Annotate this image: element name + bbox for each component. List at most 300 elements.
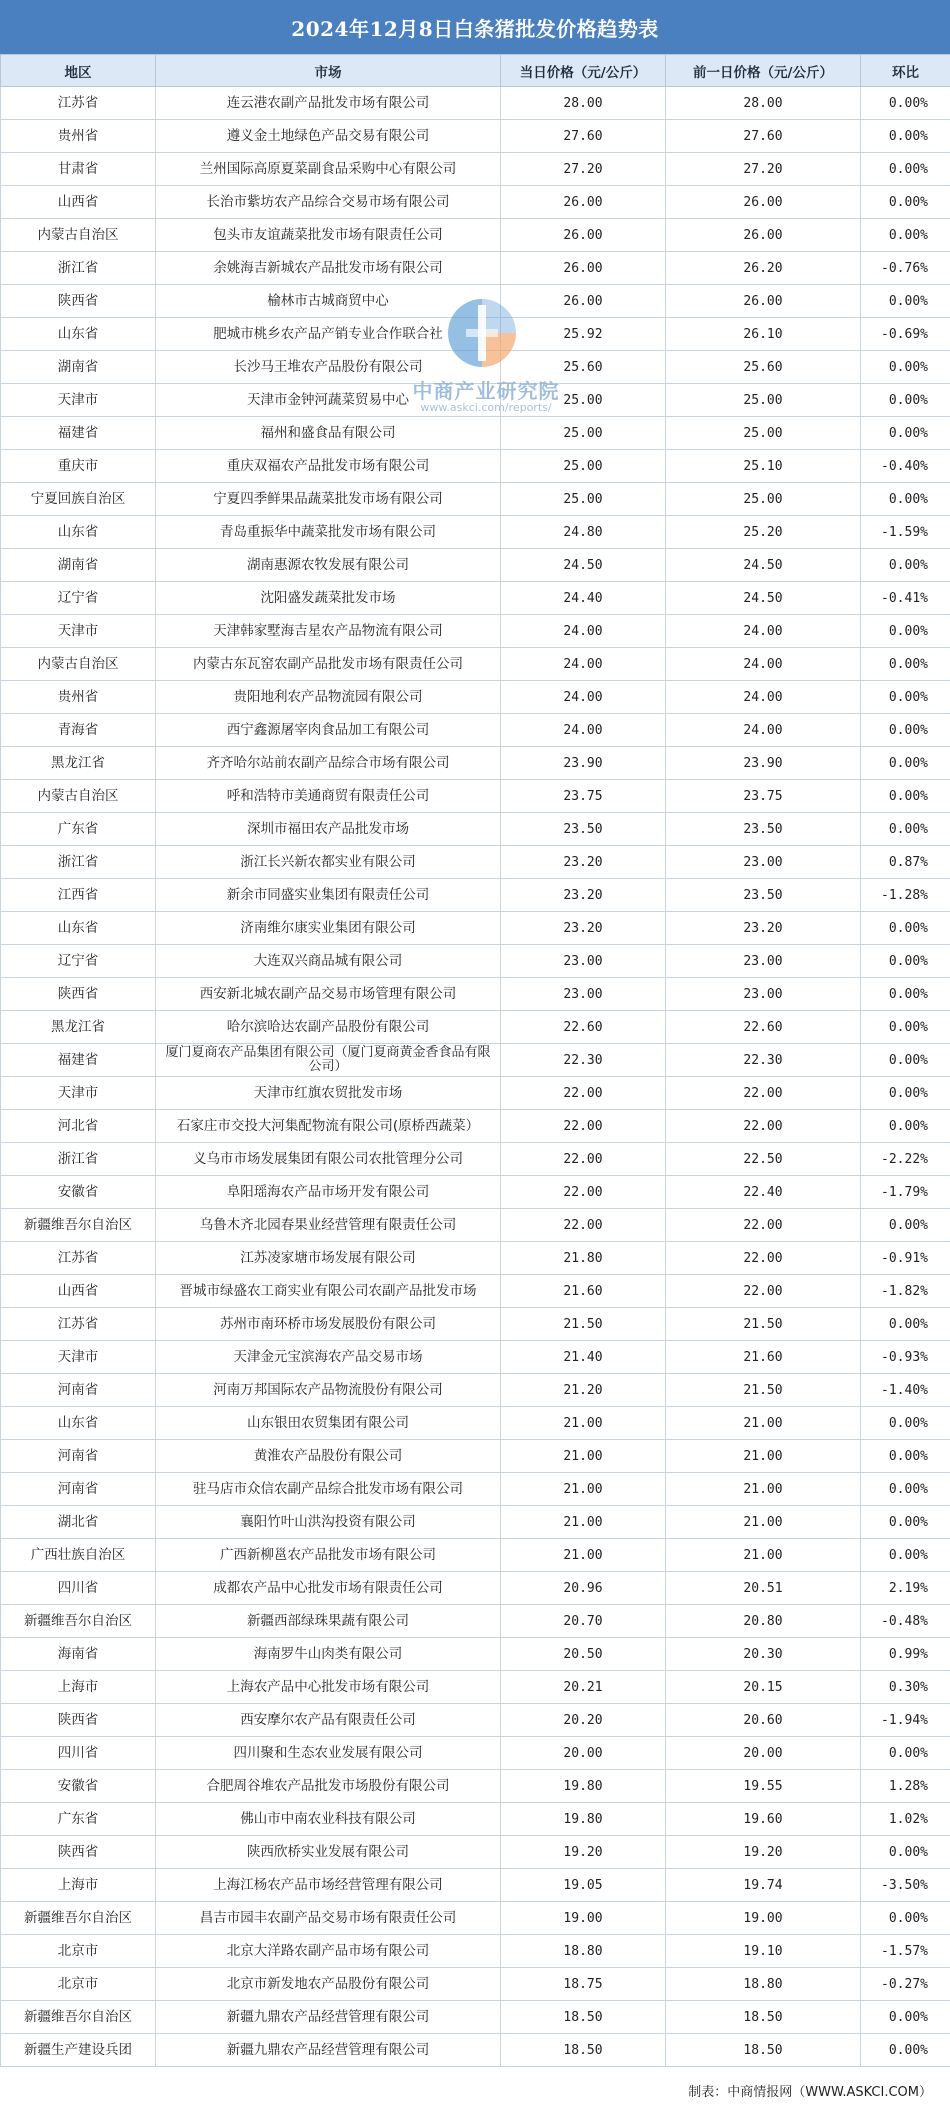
today-price-cell: 26.00 <box>501 219 666 252</box>
change-cell: 0.00% <box>861 1539 950 1572</box>
market-cell: 驻马店市众信农副产品综合批发市场有限公司 <box>156 1473 501 1506</box>
change-cell: -0.69% <box>861 318 950 351</box>
previous-price-cell: 20.30 <box>666 1638 861 1671</box>
region-cell: 上海市 <box>1 1869 156 1902</box>
market-cell: 大连双兴商品城有限公司 <box>156 945 501 978</box>
region-cell: 黑龙江省 <box>1 1011 156 1044</box>
previous-price-cell: 22.00 <box>666 1077 861 1110</box>
previous-price-cell: 24.00 <box>666 615 861 648</box>
previous-price-cell: 20.00 <box>666 1737 861 1770</box>
change-cell: -1.40% <box>861 1374 950 1407</box>
market-cell: 新余市同盛实业集团有限责任公司 <box>156 879 501 912</box>
today-price-cell: 21.50 <box>501 1308 666 1341</box>
today-price-cell: 23.90 <box>501 747 666 780</box>
region-cell: 新疆维吾尔自治区 <box>1 1605 156 1638</box>
today-price-cell: 24.00 <box>501 714 666 747</box>
today-price-cell: 21.00 <box>501 1440 666 1473</box>
market-cell: 青岛重振华中蔬菜批发市场有限公司 <box>156 516 501 549</box>
region-cell: 山西省 <box>1 186 156 219</box>
region-cell: 新疆维吾尔自治区 <box>1 2001 156 2034</box>
change-cell: 0.00% <box>861 285 950 318</box>
previous-price-cell: 25.00 <box>666 483 861 516</box>
region-cell: 宁夏回族自治区 <box>1 483 156 516</box>
previous-price-cell: 27.60 <box>666 120 861 153</box>
previous-price-cell: 21.00 <box>666 1473 861 1506</box>
table-row <box>1 813 950 846</box>
region-cell: 广西壮族自治区 <box>1 1539 156 1572</box>
table-row <box>1 1143 950 1176</box>
previous-price-cell: 25.00 <box>666 417 861 450</box>
region-cell: 贵州省 <box>1 681 156 714</box>
table-row <box>1 1011 950 1044</box>
table-header-row <box>1 55 950 87</box>
change-cell: 0.00% <box>861 813 950 846</box>
today-price-cell: 23.00 <box>501 978 666 1011</box>
today-price-cell: 20.21 <box>501 1671 666 1704</box>
market-cell: 佛山市中南农业科技有限公司 <box>156 1803 501 1836</box>
table-row <box>1 648 950 681</box>
change-cell: 0.00% <box>861 351 950 384</box>
previous-price-cell: 18.50 <box>666 2001 861 2034</box>
change-cell: 0.00% <box>861 219 950 252</box>
region-cell: 青海省 <box>1 714 156 747</box>
market-cell: 内蒙古东瓦窑农副产品批发市场有限责任公司 <box>156 648 501 681</box>
table-row <box>1 549 950 582</box>
change-cell: 1.28% <box>861 1770 950 1803</box>
today-price-cell: 20.70 <box>501 1605 666 1638</box>
region-cell: 上海市 <box>1 1671 156 1704</box>
previous-price-cell: 20.60 <box>666 1704 861 1737</box>
table-row <box>1 483 950 516</box>
region-cell: 新疆维吾尔自治区 <box>1 1209 156 1242</box>
change-cell: 0.00% <box>861 120 950 153</box>
today-price-cell: 25.00 <box>501 417 666 450</box>
region-cell: 浙江省 <box>1 252 156 285</box>
change-cell: -0.27% <box>861 1968 950 2001</box>
change-cell: -0.76% <box>861 252 950 285</box>
table-row <box>1 1671 950 1704</box>
today-price-cell: 19.05 <box>501 1869 666 1902</box>
today-price-cell: 26.00 <box>501 252 666 285</box>
region-cell: 贵州省 <box>1 120 156 153</box>
market-cell: 石家庄市交投大河集配物流有限公司(原桥西蔬菜） <box>156 1110 501 1143</box>
today-price-cell: 23.20 <box>501 846 666 879</box>
region-cell: 江苏省 <box>1 1242 156 1275</box>
change-cell: 0.00% <box>861 1044 950 1077</box>
previous-price-cell: 19.10 <box>666 1935 861 1968</box>
market-cell: 新疆西部绿珠果蔬有限公司 <box>156 1605 501 1638</box>
table-row <box>1 1638 950 1671</box>
region-cell: 山西省 <box>1 1275 156 1308</box>
today-price-cell: 21.00 <box>501 1407 666 1440</box>
region-cell: 湖南省 <box>1 351 156 384</box>
region-cell: 陕西省 <box>1 285 156 318</box>
previous-price-cell: 24.00 <box>666 681 861 714</box>
previous-price-cell: 23.00 <box>666 978 861 1011</box>
change-cell: 0.00% <box>861 681 950 714</box>
region-cell: 河南省 <box>1 1374 156 1407</box>
change-cell: -0.41% <box>861 582 950 615</box>
change-cell: -1.59% <box>861 516 950 549</box>
previous-price-cell: 22.00 <box>666 1242 861 1275</box>
today-price-cell: 24.00 <box>501 681 666 714</box>
change-cell: 0.00% <box>861 747 950 780</box>
previous-price-cell: 21.00 <box>666 1407 861 1440</box>
table-row <box>1 1770 950 1803</box>
region-cell: 新疆生产建设兵团 <box>1 2034 156 2067</box>
today-price-cell: 25.92 <box>501 318 666 351</box>
previous-price-cell: 26.00 <box>666 285 861 318</box>
today-price-cell: 18.50 <box>501 2034 666 2067</box>
change-cell: 2.19% <box>861 1572 950 1605</box>
change-cell: 0.00% <box>861 978 950 1011</box>
today-price-cell: 19.20 <box>501 1836 666 1869</box>
previous-price-cell: 21.00 <box>666 1506 861 1539</box>
market-cell: 湖南惠源农牧发展有限公司 <box>156 549 501 582</box>
table-row <box>1 417 950 450</box>
previous-price-cell: 24.00 <box>666 714 861 747</box>
market-cell: 肥城市桃乡农产品产销专业合作联合社 <box>156 318 501 351</box>
source-footer: 制表：中商情报网（WWW.ASKCI.COM） <box>688 2085 932 2100</box>
region-cell: 福建省 <box>1 1044 156 1077</box>
change-cell: 0.00% <box>861 1011 950 1044</box>
previous-price-cell: 21.60 <box>666 1341 861 1374</box>
table-row <box>1 384 950 417</box>
change-cell: 0.87% <box>861 846 950 879</box>
region-cell: 四川省 <box>1 1737 156 1770</box>
region-cell: 黑龙江省 <box>1 747 156 780</box>
change-cell: 0.00% <box>861 1836 950 1869</box>
market-cell: 乌鲁木齐北园春果业经营管理有限责任公司 <box>156 1209 501 1242</box>
table-row <box>1 1803 950 1836</box>
previous-price-cell: 23.00 <box>666 945 861 978</box>
market-cell: 河南万邦国际农产品物流股份有限公司 <box>156 1374 501 1407</box>
market-cell: 四川聚和生态农业发展有限公司 <box>156 1737 501 1770</box>
change-cell: 0.00% <box>861 1308 950 1341</box>
change-cell: 0.00% <box>861 483 950 516</box>
previous-price-cell: 23.75 <box>666 780 861 813</box>
market-cell: 新疆九鼎农产品经营管理有限公司 <box>156 2001 501 2034</box>
change-cell: 0.00% <box>861 912 950 945</box>
change-cell: 1.02% <box>861 1803 950 1836</box>
market-cell: 天津韩家墅海吉星农产品物流有限公司 <box>156 615 501 648</box>
table-row <box>1 978 950 1011</box>
market-cell: 贵阳地利农产品物流园有限公司 <box>156 681 501 714</box>
change-cell: 0.00% <box>861 2034 950 2067</box>
region-cell: 北京市 <box>1 1968 156 2001</box>
change-cell: 0.00% <box>861 648 950 681</box>
change-cell: -1.82% <box>861 1275 950 1308</box>
region-cell: 山东省 <box>1 1407 156 1440</box>
region-cell: 江苏省 <box>1 87 156 120</box>
price-table <box>0 54 950 2067</box>
table-row <box>1 747 950 780</box>
region-cell: 湖北省 <box>1 1506 156 1539</box>
table-row <box>1 186 950 219</box>
today-price-cell: 20.50 <box>501 1638 666 1671</box>
market-cell: 合肥周谷堆农产品批发市场股份有限公司 <box>156 1770 501 1803</box>
change-cell: 0.99% <box>861 1638 950 1671</box>
column-header-change: 环比 <box>861 55 950 87</box>
market-cell: 济南维尔康实业集团有限公司 <box>156 912 501 945</box>
region-cell: 福建省 <box>1 417 156 450</box>
today-price-cell: 27.20 <box>501 153 666 186</box>
table-row <box>1 714 950 747</box>
today-price-cell: 23.75 <box>501 780 666 813</box>
region-cell: 重庆市 <box>1 450 156 483</box>
today-price-cell: 20.20 <box>501 1704 666 1737</box>
region-cell: 江苏省 <box>1 1308 156 1341</box>
change-cell: 0.00% <box>861 2001 950 2034</box>
table-row <box>1 120 950 153</box>
today-price-cell: 22.30 <box>501 1044 666 1077</box>
today-price-cell: 22.00 <box>501 1209 666 1242</box>
previous-price-cell: 26.20 <box>666 252 861 285</box>
market-cell: 海南罗牛山肉类有限公司 <box>156 1638 501 1671</box>
previous-price-cell: 19.55 <box>666 1770 861 1803</box>
table-row <box>1 153 950 186</box>
today-price-cell: 19.80 <box>501 1770 666 1803</box>
region-cell: 安徽省 <box>1 1770 156 1803</box>
table-row <box>1 1968 950 2001</box>
column-header-previous-price: 前一日价格（元/公斤） <box>666 55 861 87</box>
market-cell: 天津市金钟河蔬菜贸易中心 <box>156 384 501 417</box>
market-cell: 北京大洋路农副产品市场有限公司 <box>156 1935 501 1968</box>
table-row <box>1 1242 950 1275</box>
table-row <box>1 1935 950 1968</box>
change-cell: 0.00% <box>861 1737 950 1770</box>
previous-price-cell: 23.50 <box>666 813 861 846</box>
region-cell: 湖南省 <box>1 549 156 582</box>
today-price-cell: 21.40 <box>501 1341 666 1374</box>
region-cell: 广东省 <box>1 1803 156 1836</box>
region-cell: 北京市 <box>1 1935 156 1968</box>
table-row <box>1 1605 950 1638</box>
change-cell: -0.40% <box>861 450 950 483</box>
table-row <box>1 1209 950 1242</box>
today-price-cell: 26.00 <box>501 186 666 219</box>
table-row <box>1 1539 950 1572</box>
table-row <box>1 318 950 351</box>
previous-price-cell: 25.20 <box>666 516 861 549</box>
today-price-cell: 20.00 <box>501 1737 666 1770</box>
previous-price-cell: 21.00 <box>666 1440 861 1473</box>
market-cell: 重庆双福农产品批发市场有限公司 <box>156 450 501 483</box>
table-row <box>1 1704 950 1737</box>
table-row <box>1 2001 950 2034</box>
market-cell: 晋城市绿盛农工商实业有限公司农副产品批发市场 <box>156 1275 501 1308</box>
region-cell: 陕西省 <box>1 1836 156 1869</box>
region-cell: 陕西省 <box>1 978 156 1011</box>
previous-price-cell: 26.00 <box>666 219 861 252</box>
market-cell: 苏州市南环桥市场发展股份有限公司 <box>156 1308 501 1341</box>
market-cell: 连云港农副产品批发市场有限公司 <box>156 87 501 120</box>
today-price-cell: 25.60 <box>501 351 666 384</box>
table-row <box>1 615 950 648</box>
change-cell: 0.00% <box>861 87 950 120</box>
previous-price-cell: 23.00 <box>666 846 861 879</box>
table-row <box>1 780 950 813</box>
region-cell: 山东省 <box>1 516 156 549</box>
market-cell: 齐齐哈尔站前农副产品综合市场有限公司 <box>156 747 501 780</box>
previous-price-cell: 28.00 <box>666 87 861 120</box>
region-cell: 天津市 <box>1 1077 156 1110</box>
table-row <box>1 1572 950 1605</box>
previous-price-cell: 24.50 <box>666 549 861 582</box>
table-row <box>1 1506 950 1539</box>
table-row <box>1 1902 950 1935</box>
today-price-cell: 22.00 <box>501 1176 666 1209</box>
today-price-cell: 21.00 <box>501 1506 666 1539</box>
region-cell: 天津市 <box>1 615 156 648</box>
market-cell: 兰州国际高原夏菜副食品采购中心有限公司 <box>156 153 501 186</box>
column-header-market: 市场 <box>156 55 501 87</box>
today-price-cell: 20.96 <box>501 1572 666 1605</box>
region-cell: 河南省 <box>1 1440 156 1473</box>
change-cell: -0.48% <box>861 1605 950 1638</box>
market-cell: 长沙马王堆农产品股份有限公司 <box>156 351 501 384</box>
table-row <box>1 1869 950 1902</box>
today-price-cell: 21.60 <box>501 1275 666 1308</box>
region-cell: 河北省 <box>1 1110 156 1143</box>
region-cell: 辽宁省 <box>1 582 156 615</box>
previous-price-cell: 27.20 <box>666 153 861 186</box>
previous-price-cell: 26.10 <box>666 318 861 351</box>
market-cell: 长治市紫坊农产品综合交易市场有限公司 <box>156 186 501 219</box>
today-price-cell: 23.20 <box>501 879 666 912</box>
market-cell: 深圳市福田农产品批发市场 <box>156 813 501 846</box>
market-cell: 福州和盛食品有限公司 <box>156 417 501 450</box>
table-row <box>1 87 950 120</box>
change-cell: 0.00% <box>861 186 950 219</box>
previous-price-cell: 21.50 <box>666 1374 861 1407</box>
market-cell: 上海农产品中心批发市场有限公司 <box>156 1671 501 1704</box>
market-cell: 西安摩尔农产品有限责任公司 <box>156 1704 501 1737</box>
today-price-cell: 18.75 <box>501 1968 666 2001</box>
change-cell: 0.00% <box>861 780 950 813</box>
market-cell: 浙江长兴新农都实业有限公司 <box>156 846 501 879</box>
change-cell: 0.00% <box>861 1110 950 1143</box>
change-cell: -0.93% <box>861 1341 950 1374</box>
table-row <box>1 1374 950 1407</box>
market-cell: 昌吉市园丰农副产品交易市场有限责任公司 <box>156 1902 501 1935</box>
table-row <box>1 252 950 285</box>
table-body <box>1 87 950 2067</box>
previous-price-cell: 23.20 <box>666 912 861 945</box>
previous-price-cell: 22.00 <box>666 1209 861 1242</box>
previous-price-cell: 23.90 <box>666 747 861 780</box>
change-cell: 0.00% <box>861 417 950 450</box>
market-cell: 包头市友谊蔬菜批发市场有限责任公司 <box>156 219 501 252</box>
region-cell: 山东省 <box>1 318 156 351</box>
market-cell: 榆林市古城商贸中心 <box>156 285 501 318</box>
region-cell: 广东省 <box>1 813 156 846</box>
table-row <box>1 450 950 483</box>
previous-price-cell: 22.40 <box>666 1176 861 1209</box>
region-cell: 陕西省 <box>1 1704 156 1737</box>
today-price-cell: 24.50 <box>501 549 666 582</box>
market-cell: 厦门夏商农产品集团有限公司（厦门夏商黄金香食品有限公司） <box>156 1044 501 1077</box>
change-cell: 0.00% <box>861 714 950 747</box>
market-cell: 阜阳瑶海农产品市场开发有限公司 <box>156 1176 501 1209</box>
today-price-cell: 24.40 <box>501 582 666 615</box>
today-price-cell: 22.00 <box>501 1110 666 1143</box>
region-cell: 四川省 <box>1 1572 156 1605</box>
table-row <box>1 1044 950 1077</box>
column-header-region: 地区 <box>1 55 156 87</box>
today-price-cell: 23.50 <box>501 813 666 846</box>
table-row <box>1 945 950 978</box>
change-cell: -1.57% <box>861 1935 950 1968</box>
region-cell: 浙江省 <box>1 846 156 879</box>
change-cell: 0.00% <box>861 1209 950 1242</box>
today-price-cell: 24.00 <box>501 648 666 681</box>
table-row <box>1 1176 950 1209</box>
market-cell: 黄淮农产品股份有限公司 <box>156 1440 501 1473</box>
previous-price-cell: 20.51 <box>666 1572 861 1605</box>
previous-price-cell: 20.15 <box>666 1671 861 1704</box>
region-cell: 江西省 <box>1 879 156 912</box>
change-cell: 0.00% <box>861 1506 950 1539</box>
market-cell: 余姚海吉新城农产品批发市场有限公司 <box>156 252 501 285</box>
table-title: 2024年12月8日白条猪批发价格趋势表 <box>0 0 950 54</box>
region-cell: 安徽省 <box>1 1176 156 1209</box>
change-cell: -3.50% <box>861 1869 950 1902</box>
today-price-cell: 21.00 <box>501 1473 666 1506</box>
market-cell: 义乌市市场发展集团有限公司农批管理分公司 <box>156 1143 501 1176</box>
previous-price-cell: 18.80 <box>666 1968 861 2001</box>
market-cell: 天津市红旗农贸批发市场 <box>156 1077 501 1110</box>
today-price-cell: 23.20 <box>501 912 666 945</box>
change-cell: -1.28% <box>861 879 950 912</box>
change-cell: -2.22% <box>861 1143 950 1176</box>
market-cell: 遵义金土地绿色产品交易有限公司 <box>156 120 501 153</box>
today-price-cell: 19.80 <box>501 1803 666 1836</box>
region-cell: 内蒙古自治区 <box>1 648 156 681</box>
today-price-cell: 24.80 <box>501 516 666 549</box>
table-row <box>1 1077 950 1110</box>
table-row <box>1 351 950 384</box>
region-cell: 内蒙古自治区 <box>1 780 156 813</box>
region-cell: 天津市 <box>1 384 156 417</box>
table-row <box>1 1836 950 1869</box>
market-cell: 成都农产品中心批发市场有限责任公司 <box>156 1572 501 1605</box>
previous-price-cell: 22.60 <box>666 1011 861 1044</box>
previous-price-cell: 19.00 <box>666 1902 861 1935</box>
previous-price-cell: 26.00 <box>666 186 861 219</box>
today-price-cell: 22.00 <box>501 1143 666 1176</box>
region-cell: 甘肃省 <box>1 153 156 186</box>
table-row <box>1 2034 950 2067</box>
previous-price-cell: 19.74 <box>666 1869 861 1902</box>
change-cell: 0.00% <box>861 1902 950 1935</box>
previous-price-cell: 25.10 <box>666 450 861 483</box>
market-cell: 江苏凌家塘市场发展有限公司 <box>156 1242 501 1275</box>
change-cell: 0.00% <box>861 1440 950 1473</box>
market-cell: 呼和浩特市美通商贸有限责任公司 <box>156 780 501 813</box>
table-row <box>1 516 950 549</box>
region-cell: 内蒙古自治区 <box>1 219 156 252</box>
today-price-cell: 25.00 <box>501 384 666 417</box>
table-row <box>1 879 950 912</box>
column-header-today-price: 当日价格（元/公斤） <box>501 55 666 87</box>
previous-price-cell: 22.50 <box>666 1143 861 1176</box>
market-cell: 西安新北城农副产品交易市场管理有限公司 <box>156 978 501 1011</box>
change-cell: 0.00% <box>861 1473 950 1506</box>
today-price-cell: 25.00 <box>501 450 666 483</box>
market-cell: 哈尔滨哈达农副产品股份有限公司 <box>156 1011 501 1044</box>
change-cell: 0.00% <box>861 1077 950 1110</box>
